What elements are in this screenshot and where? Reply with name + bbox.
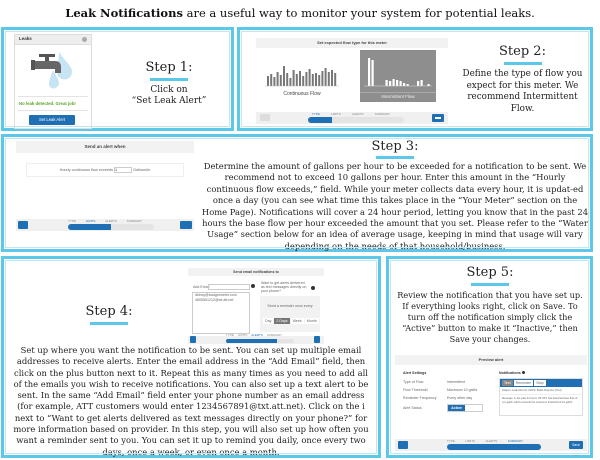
title-bold: Leak Notifications <box>65 6 183 20</box>
progress-label: SUMMARY <box>126 219 142 223</box>
tab-text[interactable]: Text <box>504 381 511 385</box>
step3-text: Determine the amount of gallons per hour to be exceeded for a notification to be sent. We recommend not to exceed 10 gallons per hour. Enter this amount in the “Hourly continuous flow exceeds,” field. While your meter collects data every hour, it is updat-ed once a day (you can see what time this takes place in the “Your Meter” section on the Home Page). Notifications will cover a 24 hour period, letting you know that in the past 24 hours the base flow per hour exceeded the amount that you set. Please refer to the “Water Usage” section below for an idea of average usage, keeping in mind that usage will vary depending on the needs of that household/business. <box>201 161 589 251</box>
progress-bar <box>226 339 294 343</box>
step2-instructions <box>455 44 590 115</box>
progress-label: ALERTS <box>485 439 498 443</box>
threshold-field-row <box>26 163 184 177</box>
continuous-flow-bar <box>296 74 298 86</box>
continuous-flow-bar <box>328 72 330 86</box>
intermittent-flow-bar <box>421 80 423 86</box>
intermittent-flow-bar <box>368 58 370 86</box>
progress-labels <box>226 333 282 337</box>
intermittent-flow-bar <box>386 80 388 86</box>
reminder-option-selected[interactable]: 2 Days <box>276 319 288 323</box>
continuous-flow-bar <box>293 70 295 86</box>
widget-settings-icon[interactable] <box>82 37 87 42</box>
wizard-footer <box>16 219 194 231</box>
arrow-right-icon <box>435 117 441 119</box>
continuous-flow-bar <box>302 76 304 86</box>
widget-divider <box>18 96 88 97</box>
setting-value: Maximum 10 gal/hr <box>447 388 478 392</box>
setting-label: Reminder Frequency <box>403 396 437 400</box>
intermittent-flow-bar <box>393 79 395 86</box>
continuous-flow-bar <box>267 76 269 86</box>
step2-panel <box>237 27 593 131</box>
continuous-flow-bar <box>321 71 323 86</box>
step1-panel <box>1 27 234 131</box>
settings-row <box>403 388 495 396</box>
step1-underline <box>150 78 188 81</box>
progress-fill <box>226 339 277 343</box>
step4-underline <box>90 322 128 325</box>
progress-label: SUMMARY <box>507 439 523 443</box>
threshold-unit: Gallons/hr <box>133 168 151 172</box>
step4-panel <box>1 256 381 458</box>
settings-row <box>403 380 495 388</box>
continuous-flow-bar <box>299 71 301 86</box>
set-leak-alert-button[interactable]: Set Leak Alert <box>29 115 75 125</box>
active-toggle[interactable] <box>447 404 483 412</box>
setting-label: Alert Status <box>403 406 422 410</box>
step2-underline <box>504 62 542 65</box>
progress-label: LIMITS <box>465 439 476 443</box>
alert-threshold-screen <box>16 141 194 237</box>
step1-text-line2: “Set Leak Alert” <box>131 96 207 107</box>
progress-label: LIMITS <box>85 219 96 223</box>
reminder-option[interactable]: Week <box>292 319 302 323</box>
notifications-title <box>499 371 525 375</box>
tab-stop[interactable]: Stop <box>536 381 544 385</box>
reminder-option[interactable]: Day <box>265 319 272 323</box>
progress-label: LIMITS <box>331 112 341 116</box>
reminder-box <box>260 296 320 332</box>
settings-row <box>403 404 495 412</box>
progress-label: ALERTS <box>105 219 117 223</box>
widget-divider-2 <box>18 110 88 111</box>
continuous-flow-bar <box>305 72 307 86</box>
continuous-flow-bar <box>312 74 314 86</box>
progress-label: TYPE <box>312 112 320 116</box>
progress-bar <box>447 444 541 450</box>
intermittent-flow-bar <box>407 84 409 86</box>
intermittent-flow-bar <box>389 81 391 86</box>
intermittent-flow-bar <box>400 81 402 86</box>
preview-alert-screen <box>395 355 587 453</box>
step3-underline <box>376 156 414 159</box>
alert-settings-table <box>403 380 495 412</box>
back-button[interactable] <box>398 441 408 449</box>
back-button[interactable] <box>18 221 28 229</box>
next-button[interactable] <box>180 221 192 229</box>
step5-instructions <box>393 265 587 345</box>
next-button[interactable] <box>314 336 320 343</box>
step5-text: Review the notification that you have set up. If everything looks right, click on Save. To turn off the notification simply click the “Active” button to make it “Inactive,” then Save your changes. <box>397 290 583 344</box>
step3-heading: Step 3: <box>371 139 419 154</box>
progress-label: TYPE <box>226 333 234 337</box>
wizard-footer <box>256 112 448 124</box>
intermittent-flow-chart <box>364 56 432 88</box>
setting-label: Type of Flow <box>403 380 424 384</box>
intermittent-flow-bar <box>403 83 405 86</box>
continuous-flow-bar <box>289 78 291 86</box>
flow-type-screen <box>256 38 448 126</box>
intermittent-flow-bar <box>396 80 398 86</box>
continuous-flow-bar <box>283 66 285 86</box>
step5-heading: Step 5: <box>466 265 514 280</box>
leak-status: No leak detected. Great job! <box>19 101 76 106</box>
progress-labels <box>312 112 390 116</box>
active-toggle-label: Active <box>448 405 465 411</box>
email-item: dkincy@badgermeter.com <box>195 293 237 297</box>
progress-label: SUMMARY <box>266 333 282 337</box>
progress-label: LIMITS <box>237 333 248 337</box>
back-button[interactable] <box>260 114 270 121</box>
alert-settings-title: Alert Settings <box>403 371 427 375</box>
continuous-flow-bar <box>331 70 333 86</box>
reminder-option[interactable]: Month <box>306 319 317 323</box>
add-email-label: Add Email <box>193 285 210 289</box>
notification-subject: Subject: Leak Alert for 31079, Battle Drop line [Text] <box>500 387 582 395</box>
step3-instructions <box>200 139 590 252</box>
step1-heading: Step 1: <box>145 60 193 75</box>
flow-type-header: Set expected flow type for this meter <box>256 38 448 48</box>
threshold-input[interactable]: 1 <box>114 167 132 173</box>
tab-reminder[interactable]: Reminder <box>515 381 532 385</box>
step4-heading: Step 4: <box>85 304 133 319</box>
info-icon[interactable] <box>311 286 315 290</box>
intermittent-flow-option[interactable] <box>360 50 436 102</box>
reminder-label: Send a reminder once every <box>267 304 313 308</box>
continuous-flow-bar <box>277 72 279 86</box>
setting-label: Flow Threshold <box>403 388 428 392</box>
progress-fill <box>308 117 332 123</box>
wizard-footer <box>395 439 587 451</box>
progress-label: TYPE <box>447 439 455 443</box>
email-item: 4805551212@txt.att.net <box>195 298 234 302</box>
widget-header <box>15 35 91 45</box>
notifications-title-text: Notifications <box>499 371 521 375</box>
step5-panel <box>386 256 593 458</box>
setting-value: Intermittent <box>447 380 465 384</box>
step4-text: Set up where you want the notification to be sent. You can set up multiple email addresses to receive alerts. Enter the email address in the “Add Email” field, then click on the plus button next to it. Repeat this as many times as you need to add all of the emails you wish to receive notifications. You can also set up a text alert to be sent. In the same “Add Email” field enter your phone number as an email address (for example, ATT customers would enter 1234567891@txt.att.net). Click on the i next to “Want to get alerts delivered as text messages directly on your phone?” for more information based on provider. In this step, you will also set up how often you want a reminder sent to you. You can set it up to remind you daily, once every two days, once a week, or even once a month. <box>13 345 369 457</box>
page-title <box>0 0 600 26</box>
progress-fill <box>68 224 111 230</box>
add-email-input[interactable] <box>208 284 250 290</box>
continuous-flow-bar <box>318 75 320 86</box>
progress-label: SUMMARY <box>374 112 390 116</box>
progress-fill <box>447 444 541 450</box>
email-notifications-screen <box>188 268 324 344</box>
progress-label: TYPE <box>68 219 76 223</box>
continuous-flow-chart <box>265 60 339 88</box>
text-alert-question: Want to get alerts delivered as text messages directly on your phone? <box>261 281 307 294</box>
settings-row <box>403 396 495 404</box>
continuous-flow-bar <box>280 75 282 86</box>
setting-value: Every other day <box>447 396 473 400</box>
progress-label: ALERTS <box>251 333 263 337</box>
continuous-flow-bar <box>325 68 327 86</box>
alert-threshold-header: Send an alert when <box>16 141 194 153</box>
progress-labels <box>447 439 523 443</box>
progress-labels <box>68 219 142 223</box>
intermittent-flow-bar <box>428 84 430 86</box>
step1-text-line1: Click on <box>150 85 188 95</box>
save-button[interactable]: Save <box>569 441 583 449</box>
continuous-flow-bar <box>309 69 311 86</box>
continuous-flow-bar <box>286 73 288 86</box>
step1-instructions <box>104 60 234 107</box>
progress-label: ALERTS <box>351 112 364 116</box>
continuous-flow-option[interactable] <box>262 58 342 102</box>
continuous-flow-bar <box>334 73 336 86</box>
reminder-options <box>263 318 319 324</box>
title-rest: are a useful way to monitor your system for potential leaks. <box>182 6 535 20</box>
step3-panel <box>1 134 593 252</box>
progress-bar <box>68 224 154 230</box>
email-notifications-header: Send email notifications to <box>188 268 324 276</box>
next-button[interactable] <box>432 114 444 122</box>
faucet-icon <box>23 46 83 90</box>
email-list <box>192 292 250 334</box>
continuous-flow-bar <box>270 74 272 86</box>
continuous-flow-bar <box>273 77 275 86</box>
notifications-panel <box>499 378 583 416</box>
info-icon[interactable] <box>522 371 525 374</box>
intermittent-flow-label: Intermittent Flow <box>360 92 436 99</box>
continuous-flow-bar <box>315 73 317 86</box>
progress-bar <box>308 117 404 123</box>
step2-text: Define the type of flow you expect for this meter. We recommend Intermittent Flow. <box>462 69 583 114</box>
continuous-flow-label: Continuous Flow <box>283 91 321 97</box>
leaks-widget <box>14 34 92 129</box>
add-email-plus-icon[interactable] <box>251 284 255 288</box>
notification-message: Message: In the past 24 hours, 80:XXX has detected base flow of xxx gal/hr which exceeds the maximum threshold of 10 gal/hr. <box>502 397 578 404</box>
wizard-footer <box>188 333 324 344</box>
step4-heading-block <box>74 304 144 329</box>
preview-alert-header: Preview alert <box>395 355 587 365</box>
back-button[interactable] <box>190 336 196 343</box>
step2-heading: Step 2: <box>499 44 546 59</box>
intermittent-flow-bar <box>417 81 419 86</box>
threshold-label: Hourly continuous flow exceeds <box>59 168 113 172</box>
widget-title: Leaks <box>19 36 32 41</box>
step5-underline <box>471 283 509 286</box>
intermittent-flow-bar <box>372 60 374 86</box>
notification-tabs <box>500 379 582 387</box>
